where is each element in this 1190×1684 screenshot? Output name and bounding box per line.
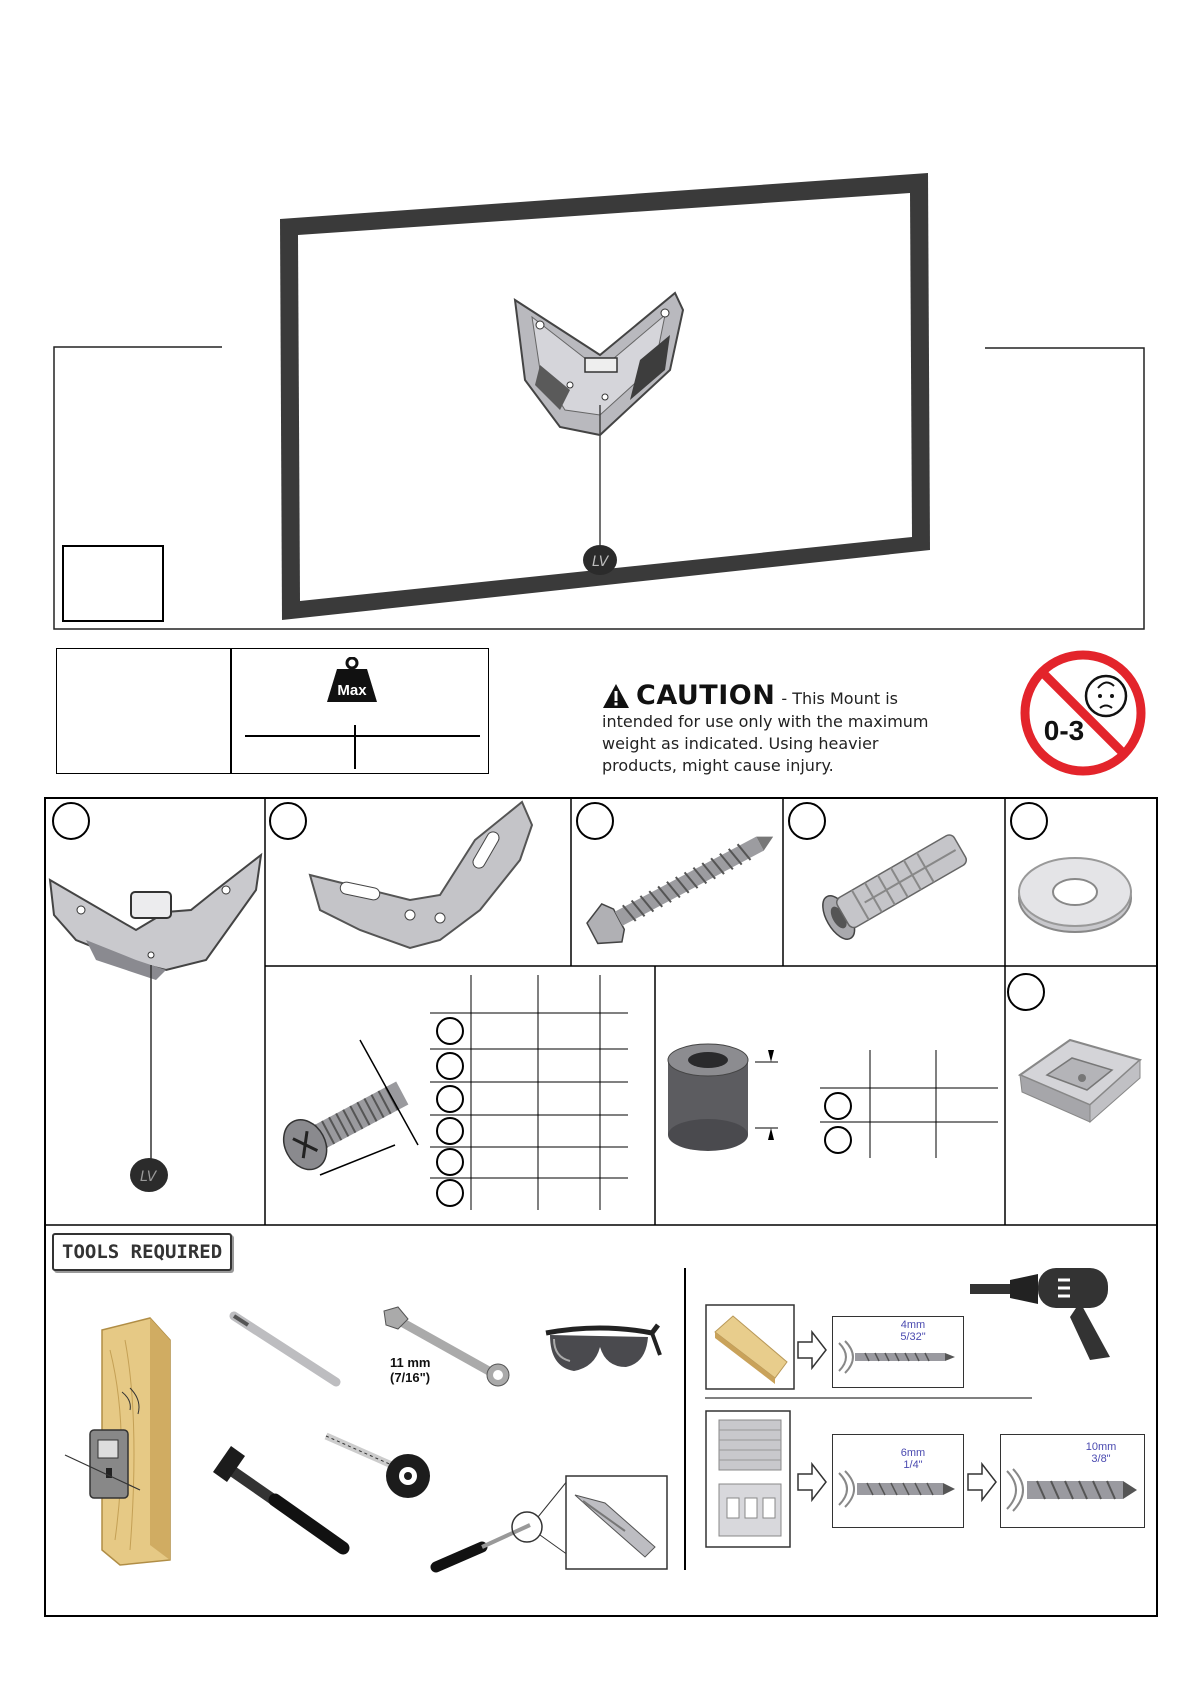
safety-glasses-icon — [540, 1305, 665, 1385]
power-drill-icon — [970, 1262, 1140, 1362]
wood-drill-bit-box — [832, 1316, 964, 1388]
arrow-right-icon — [966, 1462, 998, 1502]
phillips-tip-zoom-icon — [565, 1475, 668, 1570]
svg-text:LV: LV — [592, 554, 609, 570]
drill-bit-icon — [835, 1337, 961, 1377]
wrench-size-metric: 11 mm — [390, 1355, 431, 1370]
screw-row-label — [436, 1085, 464, 1113]
masonry-pilot-bit-box — [832, 1434, 964, 1528]
masonry-pilot-bit-imperial: 1/4" — [903, 1459, 923, 1471]
screw-row-label — [436, 1017, 464, 1045]
masonry-pilot-bit-metric: 6mm — [900, 1447, 926, 1459]
age-warning-label: 0-3 — [1043, 715, 1085, 746]
screwdriver-icon — [430, 1475, 570, 1575]
spacer-row-label — [824, 1126, 852, 1154]
screw-row-label — [436, 1179, 464, 1207]
washer-part-icon — [1015, 850, 1135, 940]
part-label-e — [1010, 802, 1048, 840]
arrow-right-icon — [796, 1330, 828, 1370]
masonry-final-bit-metric: 10mm — [1085, 1441, 1117, 1453]
part-label-f — [1007, 973, 1045, 1011]
wrench-size-imperial: (7/16") — [390, 1370, 431, 1385]
wrench-size-label — [390, 1355, 430, 1385]
arrow-right-icon — [796, 1462, 828, 1502]
masonry-material-icon — [705, 1410, 791, 1548]
spacer-part-icon — [660, 1040, 790, 1160]
spacer-row-label — [824, 1092, 852, 1120]
caution-lead: - This Mount is — [781, 689, 898, 708]
masonry-final-bit-box — [1000, 1434, 1145, 1528]
max-weight-label: Max — [337, 682, 367, 699]
masonry-final-bit-imperial: 3/8" — [1091, 1453, 1111, 1465]
screw-row-label — [436, 1052, 464, 1080]
caution-line-3: products, might cause injury. — [602, 756, 834, 775]
wall-anchor-part-icon — [800, 820, 990, 950]
wood-material-icon — [705, 1304, 795, 1390]
pencil-icon — [228, 1310, 343, 1390]
wood-bit-imperial: 5/32" — [900, 1331, 926, 1343]
caution-line-2: weight as indicated. Using heavier — [602, 734, 879, 753]
screw-row-label — [436, 1148, 464, 1176]
cup-washer-part-icon — [1012, 1030, 1147, 1140]
screw-row-label — [436, 1117, 464, 1145]
tools-heading: TOOLS REQUIRED — [52, 1233, 232, 1271]
machine-screw-part-icon — [270, 1035, 430, 1185]
drill-bit-icon — [835, 1467, 961, 1511]
wood-bit-metric: 4mm — [900, 1319, 926, 1331]
hammer-icon — [205, 1440, 355, 1560]
caution-heading: CAUTION — [636, 680, 776, 711]
wall-bracket-part-icon — [46, 820, 264, 1220]
stud-finder-icon — [60, 1310, 185, 1570]
lag-screw-part-icon — [580, 820, 780, 950]
caution-line-1: intended for use only with the maximum — [602, 712, 929, 731]
drill-bit-icon — [1003, 1465, 1143, 1515]
arm-bracket-part-icon — [300, 800, 540, 960]
svg-text:LV: LV — [140, 1169, 157, 1185]
